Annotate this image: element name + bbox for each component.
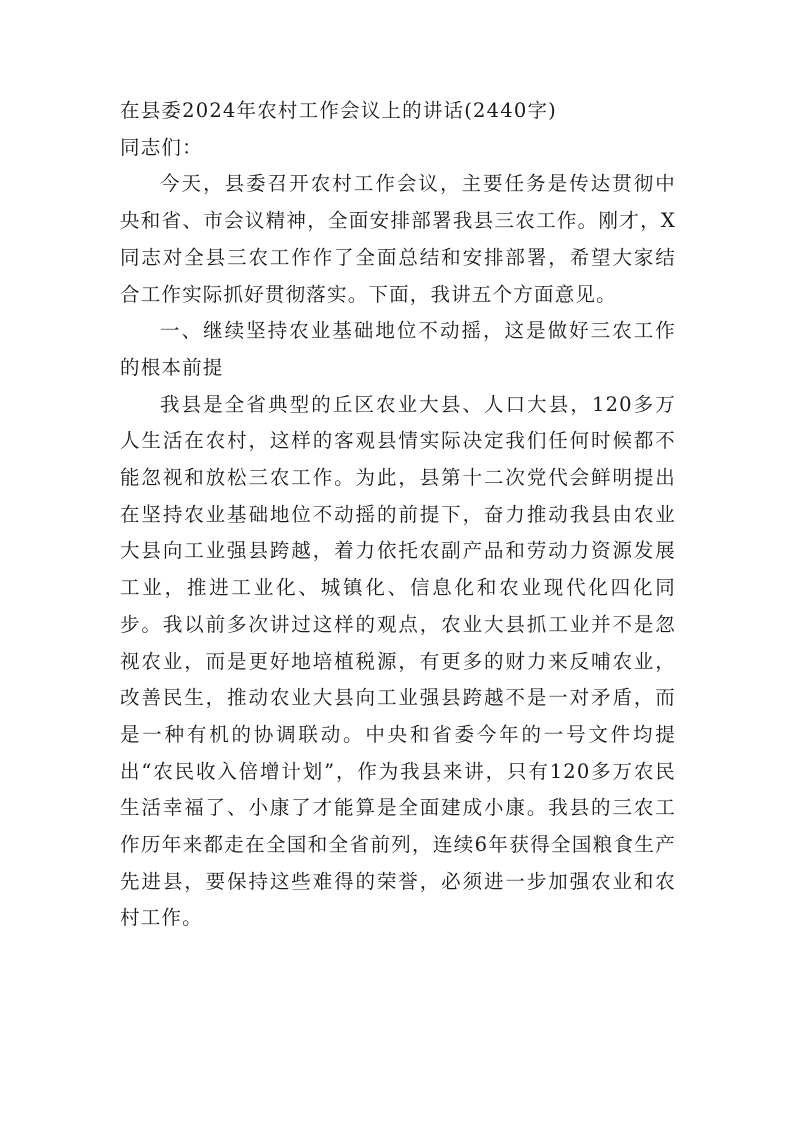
paragraph-intro: 今天，县委召开农村工作会议，主要任务是传达贯彻中央和省、市会议精神，全面安排部署我县三农工作。刚才，X同志对全县三农工作作了全面总结和安排部署，希望大家结合工作实际抓好贯彻落实。下面，我讲五个方面意见。 xyxy=(120,172,676,306)
document-title: 在县委2024年农村工作会议上的讲话(2440字) xyxy=(120,99,557,122)
section-heading-1: 一、继续坚持农业基础地位不动摇，这是做好三农工作的根本前提 xyxy=(120,319,676,379)
paragraph-section-1: 我县是全省典型的丘区农业大县、人口大县，120多万人生活在农村，这样的客观县情实际决定我们任何时候都不能忽视和放松三农工作。为此，县第十二次党代会鲜明提出在坚持农业基础地位不动摇的前提下，奋力推动我县由农业大县向工业强县跨越，着力依托农副产品和劳动力资源发展工业，推进工业化、城镇化、信息化和农业现代化四化同步。我以前多次讲过这样的观点，农业大县抓工业并不是忽视农业，而是更好地培植税源，有更多的财力来反哺农业，改善民生，推动农业大县向工业强县跨越不是一对矛盾，而是一种有机的协调联动。中央和省委今年的一号文件均提出“农民收入倍增计划”，作为我县来讲，只有120多万农民生活幸福了、小康了才能算是全面建成小康。我县的三农工作历年来都走在全国和全省前列，连续6年获得全国粮食生产先进县，要保持这些难得的荣誉，必须进一步加强农业和农村工作。 xyxy=(120,392,676,930)
salutation: 同志们： xyxy=(120,135,203,159)
document-body xyxy=(120,93,676,937)
